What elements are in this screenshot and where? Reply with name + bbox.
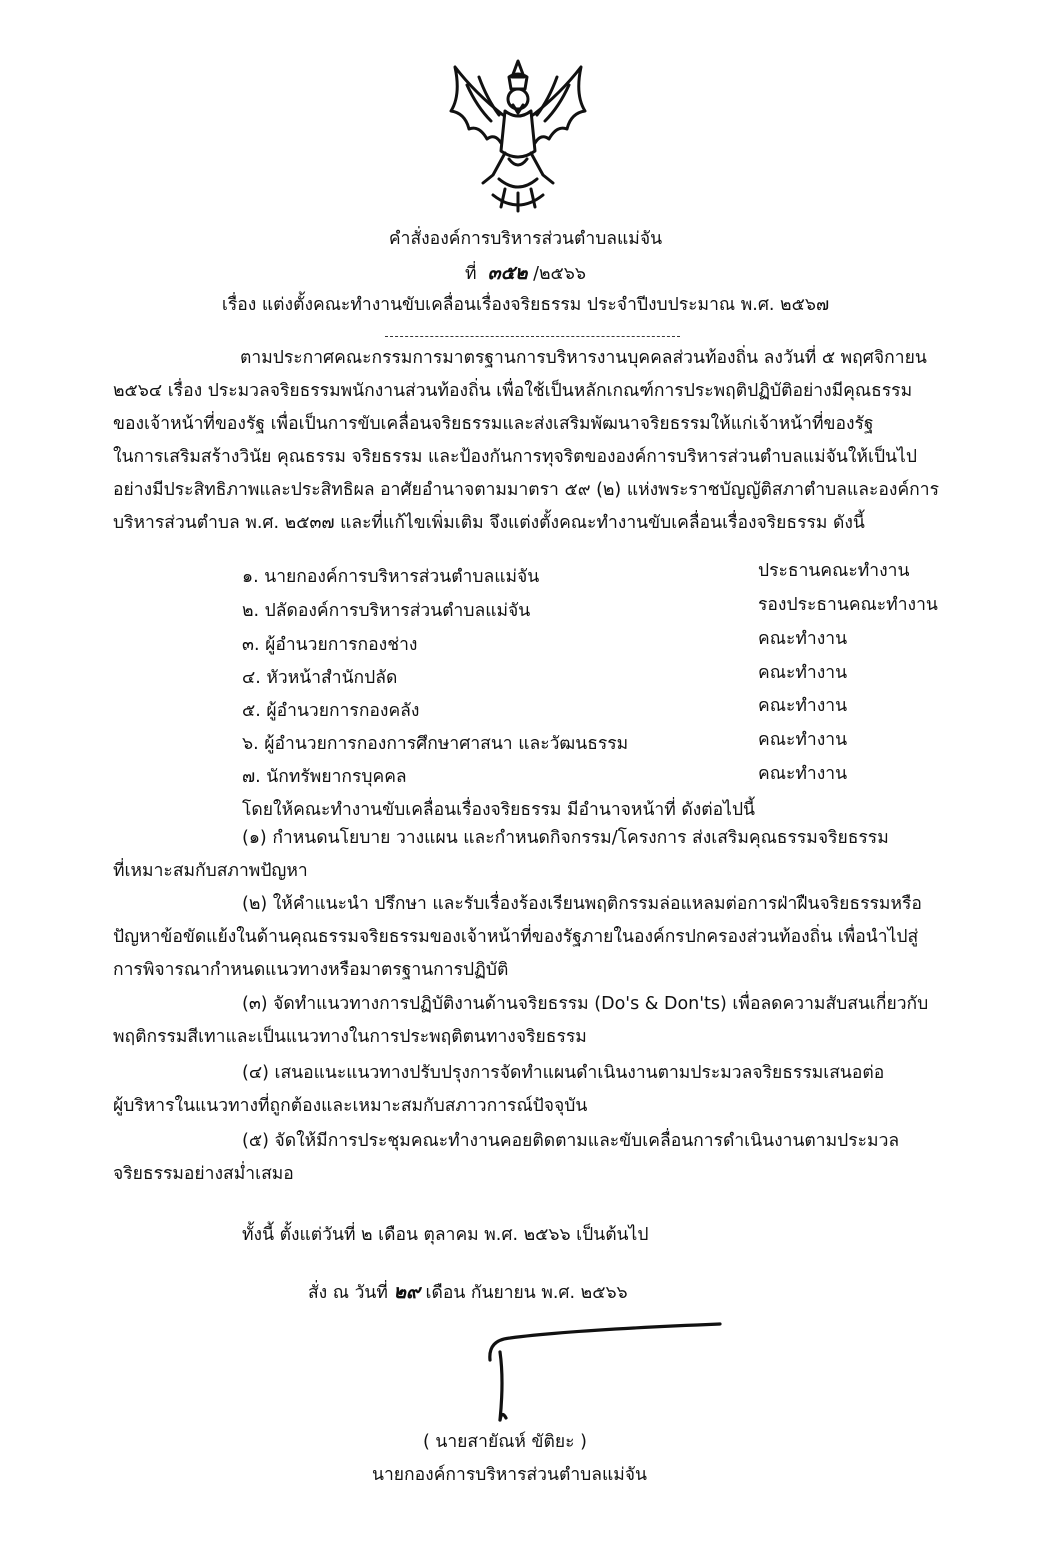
order-date-suffix: เดือน กันยายน พ.ศ. ๒๕๖๖ [425, 1283, 628, 1303]
signatory-position: นายกองค์การบริหารส่วนตำบลแม่จัน [372, 1465, 648, 1485]
member-role: รองประธานคณะทำงาน [758, 595, 938, 615]
member-role: คณะทำงาน [758, 629, 848, 649]
member-role: คณะทำงาน [758, 663, 848, 683]
intro-line: ในการเสริมสร้างวินัย คุณธรรม จริยธรรม และป้องกันการทุจริตขององค์การบริหารส่วนตำบลแม่จันให้เป็นไป [113, 447, 917, 467]
member-name: ๒. ปลัดองค์การบริหารส่วนตำบลแม่จัน [242, 601, 531, 621]
duty-item [113, 822, 953, 888]
intro-line: อย่างมีประสิทธิภาพและประสิทธิผล อาศัยอำนาจตามมาตรา ๕๙ (๒) แห่งพระราชบัญญัติสภาตำบลและองค์การ [113, 480, 939, 500]
duty-item [113, 988, 953, 1054]
member-name: ๔. หัวหน้าสำนักปลัด [242, 668, 398, 688]
order-date-prefix: สั่ง ณ วันที่ [308, 1283, 388, 1303]
order-title: คำสั่งองค์การบริหารส่วนตำบลแม่จัน [388, 229, 663, 249]
member-name: ๖. ผู้อำนวยการกองการศึกษาศาสนา และวัฒนธรรม [242, 734, 629, 754]
member-name: ๑. นายกองค์การบริหารส่วนตำบลแม่จัน [242, 567, 540, 587]
order-number-prefix: ที่ [464, 264, 477, 284]
order-number-handwritten: ๓๕๒ [487, 262, 528, 284]
member-role: ประธานคณะทำงาน [758, 561, 910, 581]
duty-line: การพิจารณากำหนดแนวทางหรือมาตรฐานการปฏิบัติ [113, 960, 509, 980]
member-role: คณะทำงาน [758, 696, 848, 716]
duty-line: (๑) กำหนดนโยบาย วางแผน และกำหนดกิจกรรม/โครงการ ส่งเสริมคุณธรรมจริยธรรม [242, 828, 889, 848]
order-subject: เรื่อง แต่งตั้งคณะทำงานขับเคลื่อนเรื่องจริยธรรม ประจำปีงบประมาณ พ.ศ. ๒๕๖๗ [221, 295, 830, 315]
order-date-day-handwritten: ๒๙ [393, 1281, 420, 1303]
duties-intro: โดยให้คณะทำงานขับเคลื่อนเรื่องจริยธรรม มีอำนาจหน้าที่ ดังต่อไปนี้ [242, 800, 756, 820]
member-name: ๕. ผู้อำนวยการกองคลัง [242, 701, 420, 721]
duty-item [113, 1125, 953, 1191]
order-number-suffix: /๒๕๖๖ [533, 264, 587, 284]
intro-line: บริหารส่วนตำบล พ.ศ. ๒๕๓๗ และที่แก้ไขเพิ่มเติม จึงแต่งตั้งคณะทำงานขับเคลื่อนเรื่องจริยธรรม ดังนี้ [113, 513, 865, 533]
duty-line: ที่เหมาะสมกับสภาพปัญหา [113, 861, 308, 881]
intro-line: ตามประกาศคณะกรรมการมาตรฐานการบริหารงานบุคคลส่วนท้องถิ่น ลงวันที่ ๕ พฤศจิกายน [240, 348, 927, 368]
duty-item [113, 1057, 953, 1123]
signature-image-icon [480, 1320, 740, 1425]
duty-line: ปัญหาข้อขัดแย้งในด้านคุณธรรมจริยธรรมของเจ้าหน้าที่ของรัฐภายในองค์กรปกครองส่วนท้องถิ่น เพื่อนำไปสู่ [113, 927, 919, 947]
signatory-name: ( นายสายัณห์ ขัติยะ ) [423, 1432, 587, 1452]
order-number [0, 258, 1051, 288]
member-name: ๗. นักทรัพยากรบุคคล [242, 767, 407, 787]
duty-line: ผู้บริหารในแนวทางที่ถูกต้องและเหมาะสมกับสภาวการณ์ปัจจุบัน [113, 1096, 588, 1116]
duty-line: พฤติกรรมสีเทาและเป็นแนวทางในการประพฤติตนทางจริยธรรม [113, 1027, 587, 1047]
member-name: ๓. ผู้อำนวยการกองช่าง [242, 635, 418, 655]
duty-line: จริยธรรมอย่างสม่ำเสมอ [113, 1164, 294, 1184]
garuda-emblem-icon [443, 55, 593, 215]
effective-date: ทั้งนี้ ตั้งแต่วันที่ ๒ เดือน ตุลาคม พ.ศ. ๒๕๖๖ เป็นต้นไป [242, 1225, 649, 1245]
duty-item [113, 888, 953, 987]
intro-paragraph [113, 342, 953, 540]
header-divider [385, 336, 680, 337]
duty-line: (๕) จัดให้มีการประชุมคณะทำงานคอยติดตามและขับเคลื่อนการดำเนินงานตามประมวล [242, 1131, 900, 1151]
duty-line: (๓) จัดทำแนวทางการปฏิบัติงานด้านจริยธรรม (Do's & Don'ts) เพื่อลดความสับสนเกี่ยวกับ [242, 994, 929, 1014]
duty-line: (๔) เสนอแนะแนวทางปรับปรุงการจัดทำแผนดำเนินงานตามประมวลจริยธรรมเสนอต่อ [242, 1063, 885, 1083]
member-role: คณะทำงาน [758, 764, 848, 784]
order-date [308, 1277, 628, 1307]
member-role: คณะทำงาน [758, 730, 848, 750]
duty-line: (๒) ให้คำแนะนำ ปรึกษา และรับเรื่องร้องเรียนพฤติกรรมล่อแหลมต่อการฝ่าฝืนจริยธรรมหรือ [242, 894, 922, 914]
intro-line: ของเจ้าหน้าที่ของรัฐ เพื่อเป็นการขับเคลื่อนจริยธรรมและส่งเสริมพัฒนาจริยธรรมให้แก่เจ้าหน้าที่ของรัฐ [113, 414, 874, 434]
intro-line: ๒๕๖๔ เรื่อง ประมวลจริยธรรมพนักงานส่วนท้องถิ่น เพื่อใช้เป็นหลักเกณฑ์การประพฤติปฏิบัติอย่างมีคุณธรรม [113, 381, 913, 401]
